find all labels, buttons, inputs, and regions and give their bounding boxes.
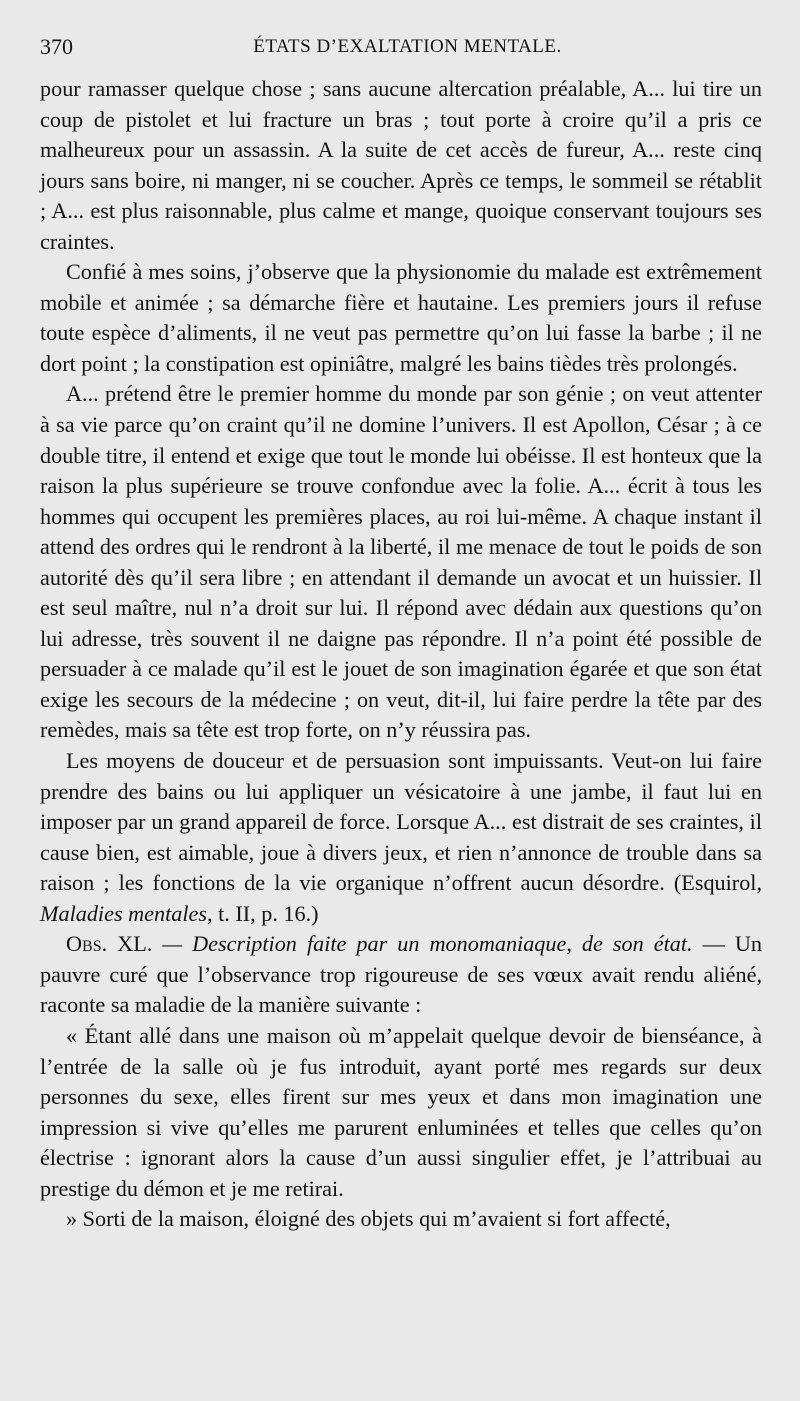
paragraph-treatment (40, 746, 762, 929)
paragraph-delusion: A... prétend être le premier homme du monde par son génie ; on veut attenter à sa vie parce qu’on craint qu’il ne domine l’univers. Il est Apollon, César ; à ce double titre, il entend et exige que tout le monde lui obéisse. Il est honteux que la raison la plus supérieure se trouve confondue avec la folie. A... écrit à tous les hommes qui occupent les premières places, au roi lui-même. A chaque instant il attend des ordres qui le rendront à la liberté, il me menace de tout le poids de son autorité dès qu’il sera libre ; en attendant il demande un avocat et un huissier. Il est seul maître, nul n’a droit sur lui. Il répond avec dédain aux questions qu’on lui adresse, très souvent il ne daigne pas répondre. Il n’a point été possible de persuader à ce malade qu’il est le jouet de son imagination égarée et que son état exige les secours de la médecine ; on veut, dit-il, lui faire perdre la tête par des remèdes, mais sa tête est trop forte, on n’y réussira pas. (40, 381, 762, 743)
paragraph-continuation: pour ramasser quelque chose ; sans aucune altercation préalable, A... lui tire un coup de pistolet et lui fracture un bras ; tout porte à croire qu’il a pris ce malheureux pour un assassin. A la suite de cet accès de fureur, A... reste cinq jours sans boire, ni manger, ni se coucher. Après ce temps, le sommeil se rétablit ; A... est plus raisonnable, plus calme et mange, quoique conservant toujours ses craintes. (40, 76, 762, 254)
citation-reference: , t. II, p. 16.) (207, 900, 319, 926)
paragraph-physiognomy: Confié à mes soins, j’observe que la physionomie du malade est extrêmement mobile et animée ; sa démarche fière et hautaine. Les premiers jours il refuse toute espèce d’aliments, il ne veut pas permettre qu’on lui fasse la barbe ; il ne dort point ; la constipation est opiniâtre, malgré les bains tièdes très prolongés. (40, 259, 762, 376)
paragraph-quote-continued: » Sorti de la maison, éloigné des objets qui m’avaient si fort affecté, (66, 1206, 671, 1232)
treatment-text: Les moyens de douceur et de persuasion sont impuissants. Veut-on lui faire prendre des bains ou lui appliquer un vésicatoire à une jambe, il faut lui en imposer par un grand appareil de force. Lorsque A... est distrait de ses craintes, il cause bien, est aimable, joue à divers jeux, et rien n’annonce de trouble dans sa raison ; les fonctions de la vie organique n’offrent aucun désordre. (Esquirol, (40, 748, 762, 896)
running-head: ÉTATS D’EXALTATION MENTALE. (253, 36, 562, 57)
page-header (40, 34, 775, 64)
observation-intro: — Un pauvre curé que l’observance trop rigoureuse de ses vœux avait rendu aliéné, raconte sa maladie de la manière suivante : (40, 931, 762, 1018)
body-text (40, 74, 762, 1235)
observation-heading-paragraph (40, 929, 762, 1021)
citation-title: Maladies mentales (40, 900, 207, 926)
observation-label: Obs. XL. (66, 931, 153, 957)
paragraph-quote-start: « Étant allé dans une maison où m’appelait quelque devoir de bienséance, à l’entrée de la salle où je fus introduit, ayant porté mes regards sur deux personnes du sexe, elles firent sur mes yeux et dans mon imagination une impression si vive qu’elles me parurent enluminées et telles que celles qu’on électrise : ignorant alors la cause d’un aussi singulier effet, je l’attribuai au prestige du démon et je me retirai. (40, 1022, 762, 1201)
observation-title: — Description faite par un monomaniaque, de son état. (152, 931, 693, 957)
page-number: 370 (40, 34, 73, 59)
